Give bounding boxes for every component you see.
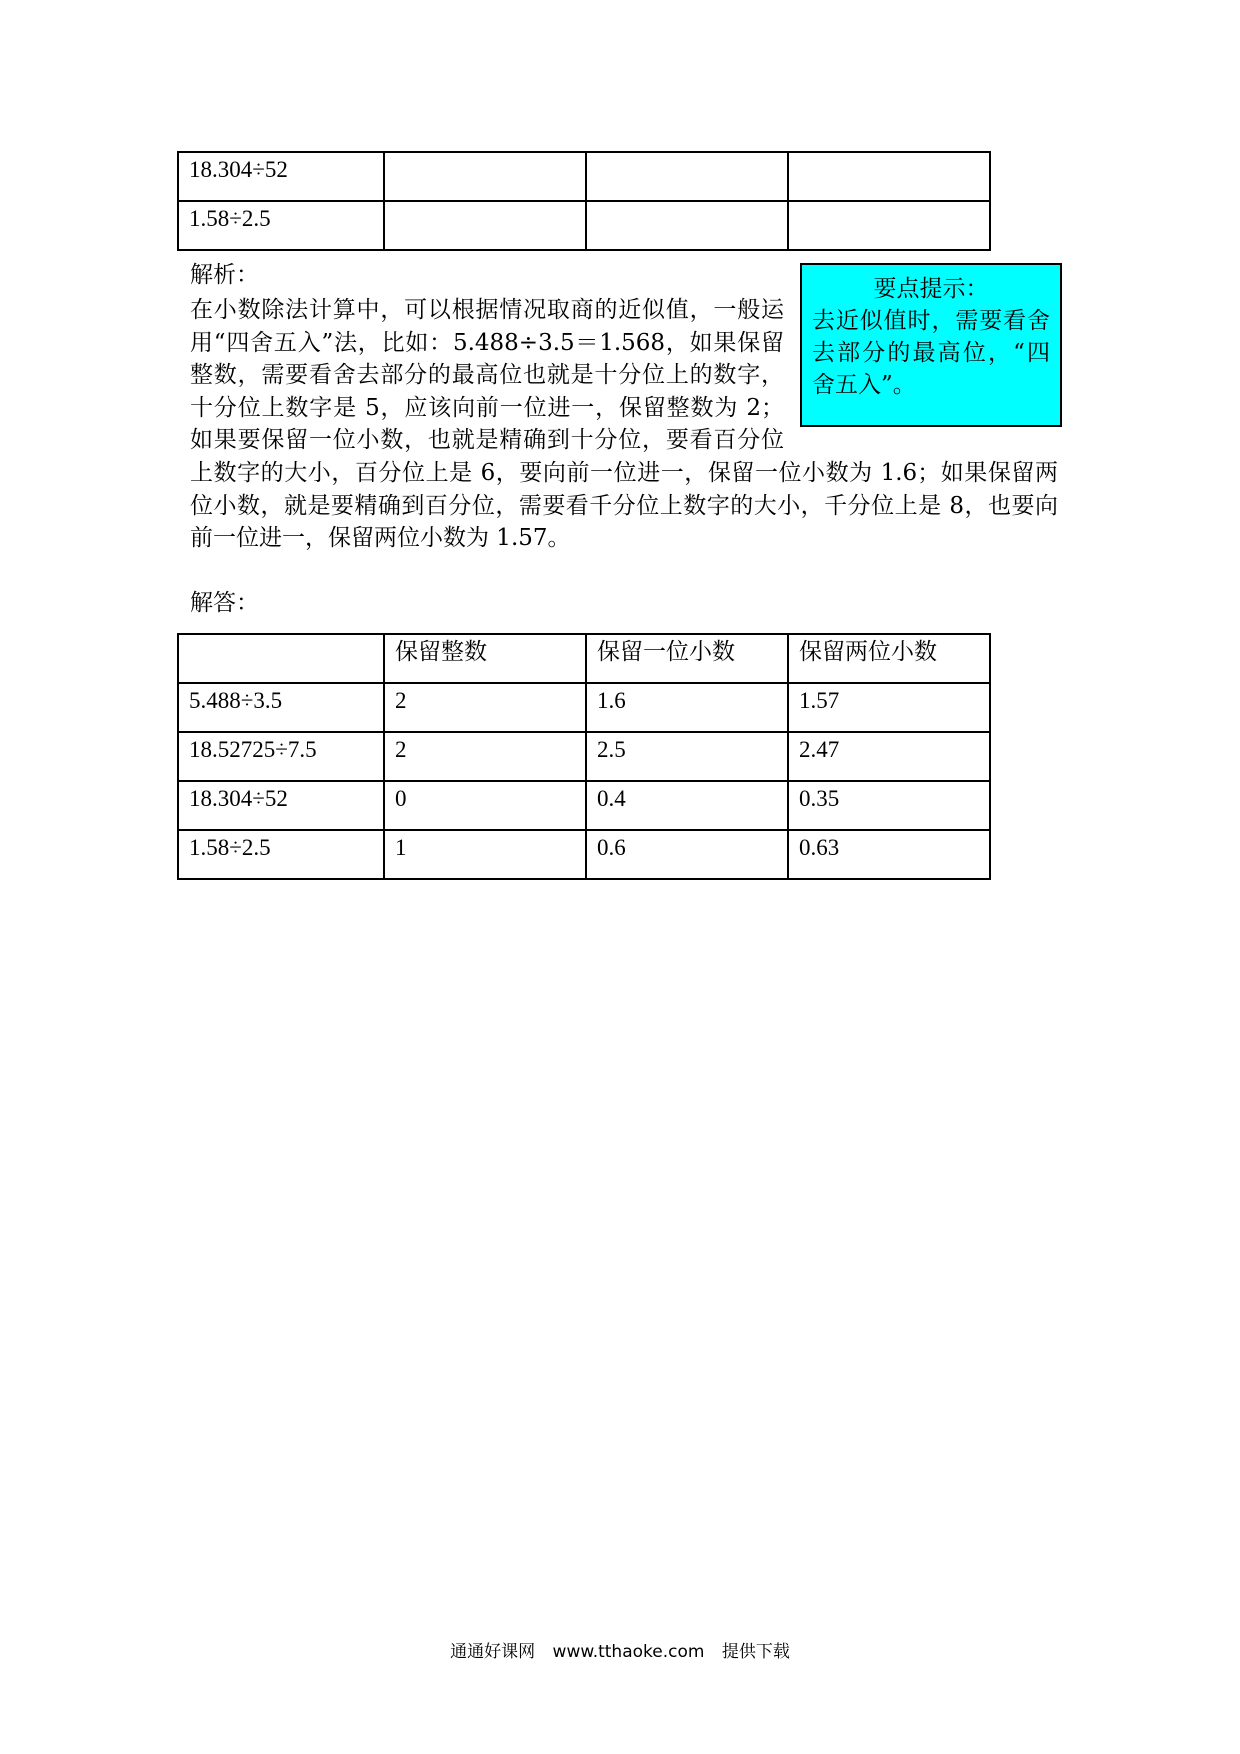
- table-cell: [586, 201, 788, 250]
- table-row: [178, 830, 990, 879]
- page-footer: [0, 1637, 1240, 1662]
- table-cell: 0: [384, 781, 586, 830]
- table-header-cell: [178, 634, 384, 683]
- table-cell: 5.488÷3.5: [178, 683, 384, 732]
- answer-heading: 解答：: [190, 590, 259, 616]
- table-row: [178, 781, 990, 830]
- table-cell: 1: [384, 830, 586, 879]
- table-cell: 18.304÷52: [178, 781, 384, 830]
- table-cell: 2: [384, 732, 586, 781]
- table-cell: [788, 152, 990, 201]
- table-cell: [384, 201, 586, 250]
- table-cell: 18.52725÷7.5: [178, 732, 384, 781]
- table-cell: 18.304÷52: [178, 152, 384, 201]
- footer-url[interactable]: www.tthaoke.com: [552, 1642, 705, 1662]
- table-cell: 0.4: [586, 781, 788, 830]
- table-cell: 2.5: [586, 732, 788, 781]
- analysis-heading: 解析：: [190, 262, 259, 288]
- tip-box: [800, 263, 1062, 427]
- table-cell: 1.58÷2.5: [178, 201, 384, 250]
- analysis-paragraph: 在小数除法计算中，可以根据情况取商的近似值，一般运用“四舍五入”法，比如：5.488÷3.5＝1.568，如果保留整数，需要看舍去部分的最高位也就是十分位上的数字，十分位上数字是 5，应该向前一位进一，保留整数为 2；如果要保留一位小数，也就是精确到十分位，要看百分位上数字的大小，百分位上是 6，要向前一位进一，保留一位小数为 1.6；如果保留两位小数，就是要精确到百分位，需要看千分位上数字的大小，千分位上是 8，也要向前一位进一，保留两位小数为 1.57。: [190, 297, 1058, 552]
- table-row: [178, 152, 990, 201]
- table-row: [178, 683, 990, 732]
- table-cell: [788, 201, 990, 250]
- table-cell: 1.58÷2.5: [178, 830, 384, 879]
- table-cell: 0.6: [586, 830, 788, 879]
- footer-suffix: 提供下载: [721, 1642, 790, 1662]
- table-row: [178, 732, 990, 781]
- tip-title: 要点提示：: [873, 276, 989, 302]
- table-header-cell: 保留两位小数: [788, 634, 990, 683]
- table-header-cell: 保留整数: [384, 634, 586, 683]
- table-cell: [586, 152, 788, 201]
- table-cell: 2.47: [788, 732, 990, 781]
- analysis-section: [190, 276, 1058, 555]
- table-cell: 1.57: [788, 683, 990, 732]
- table-cell: 2: [384, 683, 586, 732]
- table-cell: [384, 152, 586, 201]
- table-cell: 0.63: [788, 830, 990, 879]
- table-header-cell: 保留一位小数: [586, 634, 788, 683]
- table-header-row: [178, 634, 990, 683]
- top-table: [177, 151, 991, 251]
- answer-table: [177, 633, 991, 880]
- tip-body: 去近似值时，需要看舍去部分的最高位，“四舍五入”。: [812, 308, 1050, 398]
- table-cell: 1.6: [586, 683, 788, 732]
- footer-site-name: 通通好课网: [450, 1642, 536, 1662]
- table-cell: 0.35: [788, 781, 990, 830]
- table-row: [178, 201, 990, 250]
